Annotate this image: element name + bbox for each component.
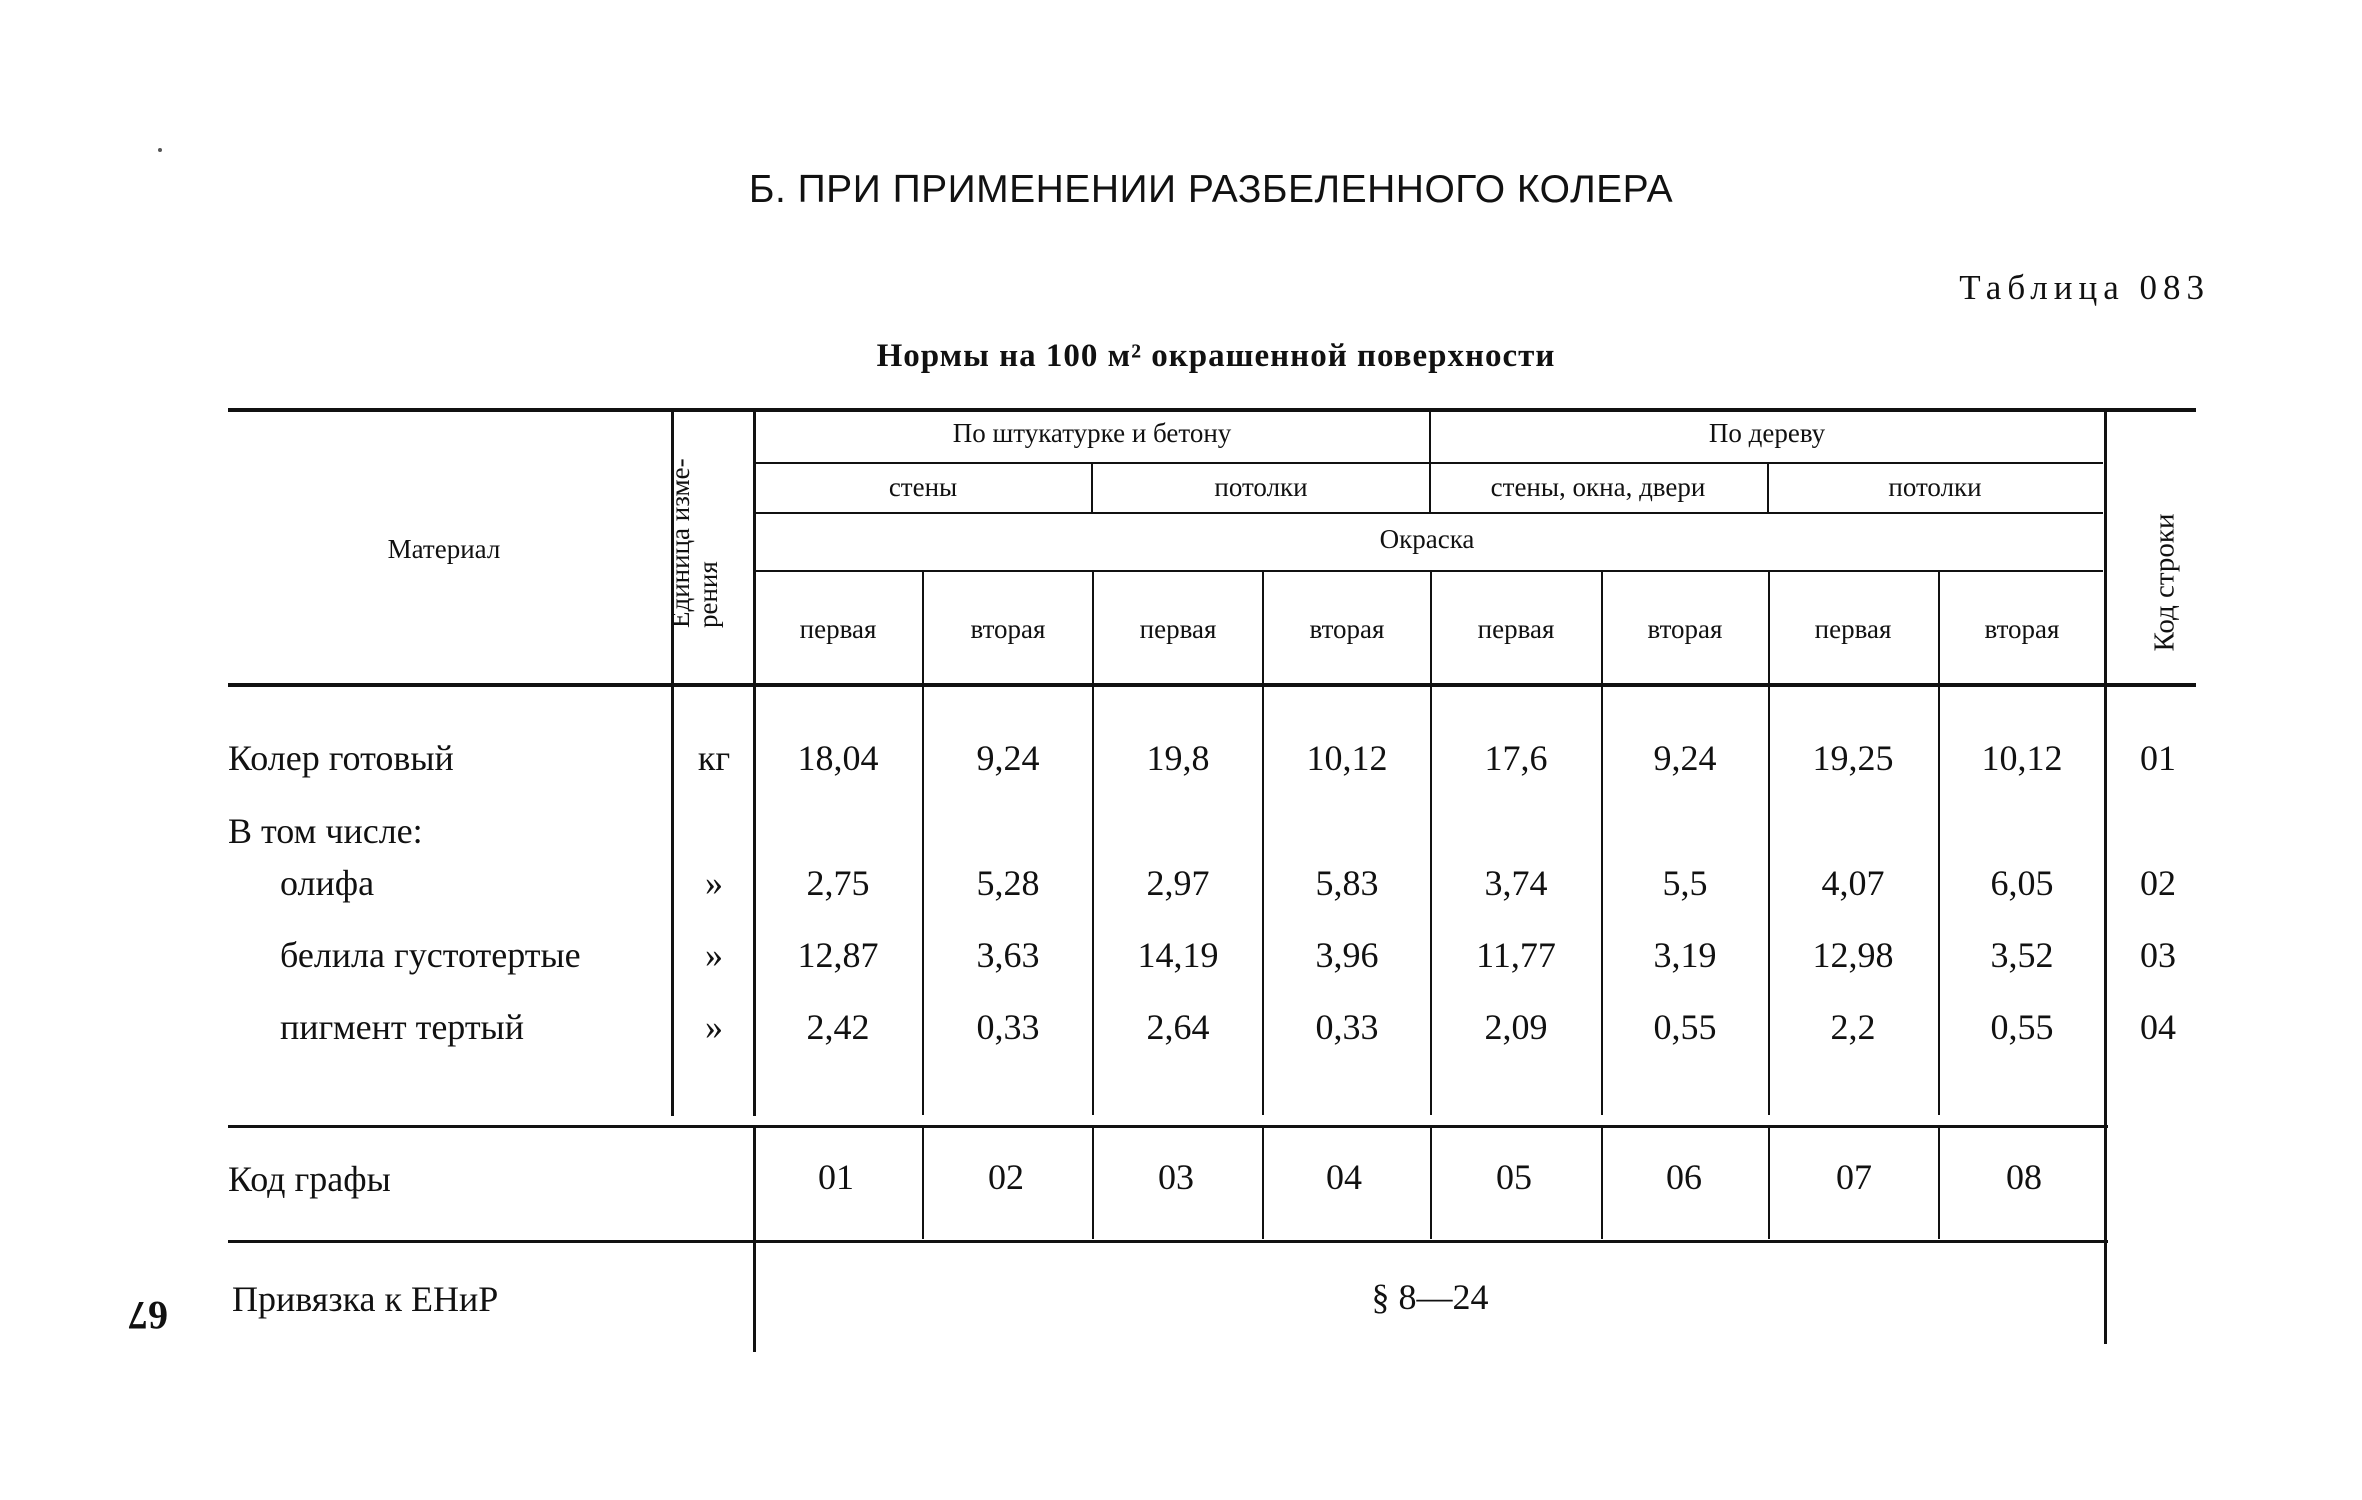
column-code: 02 [988, 1157, 1024, 1197]
row-value: 6,05 [1990, 863, 2054, 903]
row-value: 9,24 [1653, 738, 1717, 778]
header-unit: Единица изме- рения [665, 458, 723, 628]
row-value: 0,33 [976, 1007, 1040, 1047]
row-material: пигмент тертый [280, 1007, 525, 1047]
row-value: 5,5 [1662, 863, 1708, 903]
binding-label: Привязка к ЕНиР [232, 1279, 499, 1319]
column-code: 05 [1496, 1157, 1532, 1197]
row-value: 12,87 [797, 935, 879, 975]
row-code: 04 [2140, 1007, 2176, 1047]
row-value: 9,24 [976, 738, 1040, 778]
header-first-4: первая [1814, 614, 1892, 644]
header-ceilings-wood: потолки [1888, 472, 1982, 502]
header-material: Материал [387, 534, 501, 564]
header-first-1: первая [799, 614, 877, 644]
row-value: 19,25 [1812, 738, 1894, 778]
header-first-3: первая [1477, 614, 1555, 644]
header-second-2: вторая [1309, 614, 1385, 644]
row-value: 2,2 [1830, 1007, 1876, 1047]
row-material: Колер готовый [228, 738, 454, 778]
row-value: 3,74 [1484, 863, 1548, 903]
column-code: 06 [1666, 1157, 1702, 1197]
header-second-4: вторая [1984, 614, 2060, 644]
row-value: 5,28 [976, 863, 1040, 903]
column-code: 01 [818, 1157, 854, 1197]
row-unit: » [705, 935, 723, 975]
scan-dot [158, 148, 162, 152]
row-value: 2,97 [1146, 863, 1210, 903]
row-value: 3,96 [1315, 935, 1379, 975]
row-value: 19,8 [1146, 738, 1210, 778]
column-code-label: Код графы [228, 1159, 391, 1199]
row-value: 4,07 [1821, 863, 1885, 903]
column-code: 07 [1836, 1157, 1872, 1197]
row-unit: » [705, 863, 723, 903]
row-value: 5,83 [1315, 863, 1379, 903]
row-value: 2,64 [1146, 1007, 1210, 1047]
row-value: 10,12 [1306, 738, 1388, 778]
row-value: 2,42 [806, 1007, 870, 1047]
page-number: 67 [128, 1293, 168, 1338]
header-second-1: вторая [970, 614, 1046, 644]
row-material: олифа [280, 863, 375, 903]
column-code: 04 [1326, 1157, 1362, 1197]
header-walls: стены [888, 472, 958, 502]
row-value: 14,19 [1137, 935, 1219, 975]
row-value: 0,33 [1315, 1007, 1379, 1047]
header-first-2: первая [1139, 614, 1217, 644]
row-value: 18,04 [797, 738, 879, 778]
row-material: белила густотертые [280, 935, 581, 975]
header-second-3: вторая [1647, 614, 1723, 644]
header-group-wood: По дереву [1708, 418, 1826, 448]
table-label: Таблица 083 [1959, 268, 2210, 307]
header-row-code: Код строки [2148, 513, 2181, 652]
row-value: 12,98 [1812, 935, 1894, 975]
row-value: 3,52 [1990, 935, 2054, 975]
row-code: 01 [2140, 738, 2176, 778]
row-code: 03 [2140, 935, 2176, 975]
column-code: 08 [2006, 1157, 2042, 1197]
table-caption: Нормы на 100 м² окрашенной поверхности [876, 338, 1556, 374]
row-value: 3,19 [1653, 935, 1717, 975]
header-walls-windows-doors: стены, окна, двери [1490, 472, 1706, 502]
row-value: 3,63 [976, 935, 1040, 975]
header-painting: Окраска [1379, 524, 1475, 554]
header-group-plaster: По штукатурке и бетону [952, 418, 1232, 448]
row-value: 0,55 [1990, 1007, 2054, 1047]
row-code: 02 [2140, 863, 2176, 903]
header-ceilings: потолки [1214, 472, 1308, 502]
column-code: 03 [1158, 1157, 1194, 1197]
row-value: 10,12 [1981, 738, 2063, 778]
row-value: 0,55 [1653, 1007, 1717, 1047]
row-unit: кг [697, 738, 731, 778]
section-title: Б. ПРИ ПРИМЕНЕНИИ РАЗБЕЛЕННОГО КОЛЕРА [748, 168, 1674, 211]
binding-value: § 8—24 [1371, 1277, 1489, 1317]
subheading: В том числе: [228, 811, 423, 851]
row-value: 2,75 [806, 863, 870, 903]
row-value: 2,09 [1484, 1007, 1548, 1047]
row-value: 11,77 [1476, 935, 1556, 975]
row-unit: » [705, 1007, 723, 1047]
row-value: 17,6 [1484, 738, 1548, 778]
